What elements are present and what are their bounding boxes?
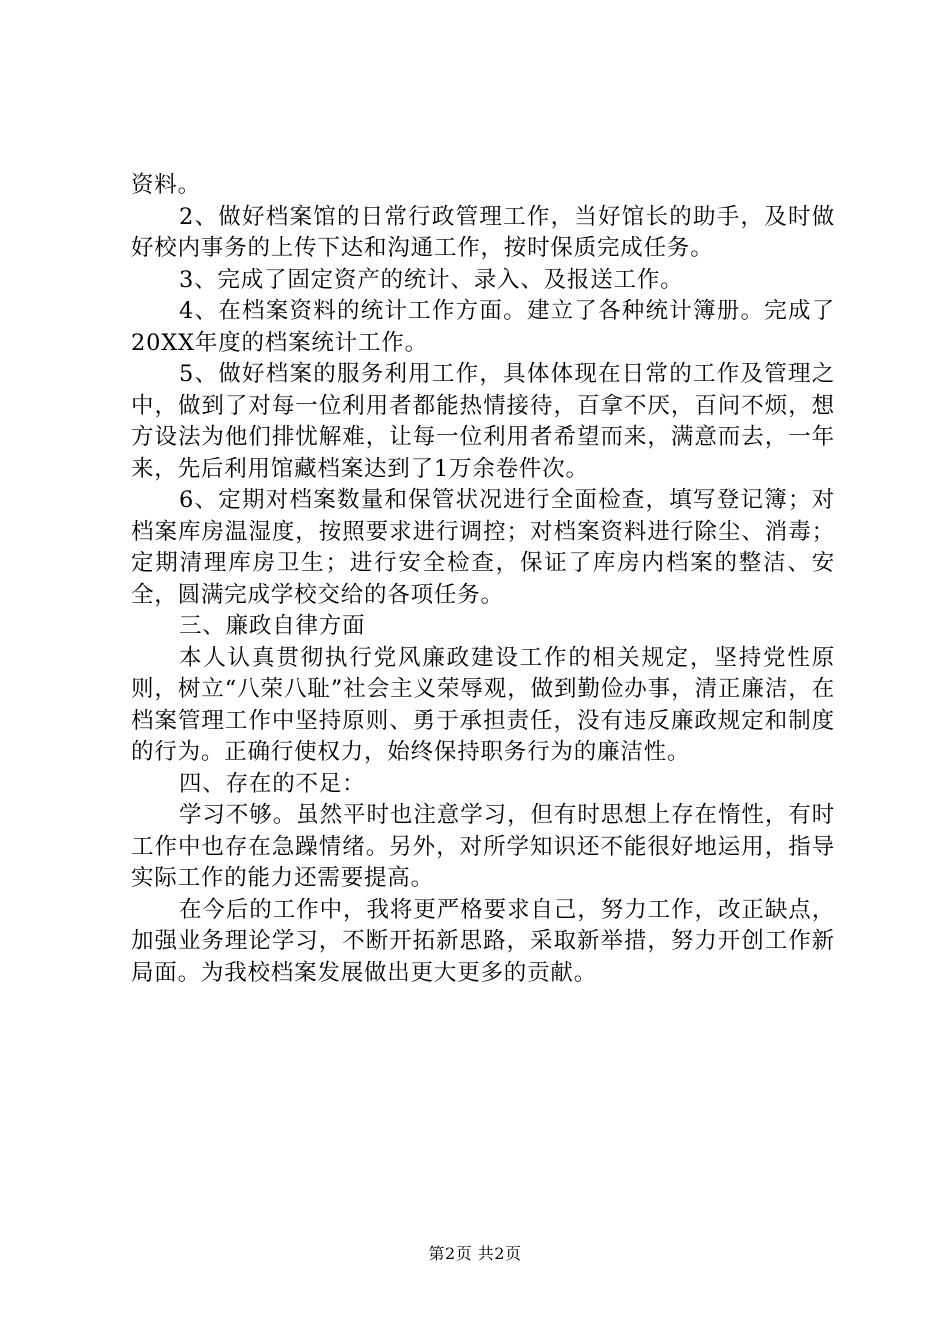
paragraph-item-6: 6、定期对档案数量和保管状况进行全面检查，填写登记簿；对档案库房温湿度，按照要求进行调控；对档案资料进行除尘、消毒；定期清理库房卫生；进行安全检查，保证了库房内档案的整洁、安全，圆满完成学校交给的各项任务。 [131, 487, 835, 608]
section-heading-integrity: 三、廉政自律方面 [179, 613, 366, 639]
section-heading-shortcomings: 四、存在的不足： [179, 770, 366, 797]
paragraph-item-3: 3、完成了固定资产的统计、录入、及报送工作。 [179, 266, 684, 293]
paragraph-item-5: 5、做好档案的服务利用工作，具体体现在日常的工作及管理之中，做到了对每一位利用者都能热情接待，百拿不厌，百问不烦，想方设法为他们排忧解难，让每一位利用者希望而来，满意而去，一年来，先后利用馆藏档案达到了1万余卷件次。 [131, 361, 835, 482]
paragraph-future-plan: 在今后的工作中，我将更严格要求自己，努力工作，改正缺点，加强业务理论学习，不断开拓新思路，采取新举措，努力开创工作新局面。为我校档案发展做出更大更多的贡献。 [131, 896, 835, 986]
document-body [131, 170, 835, 989]
paragraph-integrity: 本人认真贯彻执行党风廉政建设工作的相关规定，坚持党性原则，树立“八荣八耻”社会主义荣辱观，做到勤俭办事，清正廉洁，在档案管理工作中坚持原则、勇于承担责任，没有违反廉政规定和制度的行为。正确行使权力，始终保持职务行为的廉洁性。 [131, 644, 835, 765]
paragraph-item-4: 4、在档案资料的统计工作方面。建立了各种统计簿册。完成了20XX年度的档案统计工作。 [131, 298, 835, 356]
paragraph-shortcomings: 学习不够。虽然平时也注意学习，但有时思想上存在惰性，有时工作中也存在急躁情绪。另外，对所学知识还不能很好地运用，指导实际工作的能力还需要提高。 [131, 802, 835, 891]
page-number-label: 第2页 共2页 [428, 1244, 522, 1263]
page-footer [0, 1244, 950, 1264]
paragraph-item-2: 2、做好档案馆的日常行政管理工作，当好馆长的助手，及时做好校内事务的上传下达和沟通工作，按时保质完成任务。 [131, 203, 835, 261]
paragraph-continuation: 资料。 [131, 172, 201, 198]
